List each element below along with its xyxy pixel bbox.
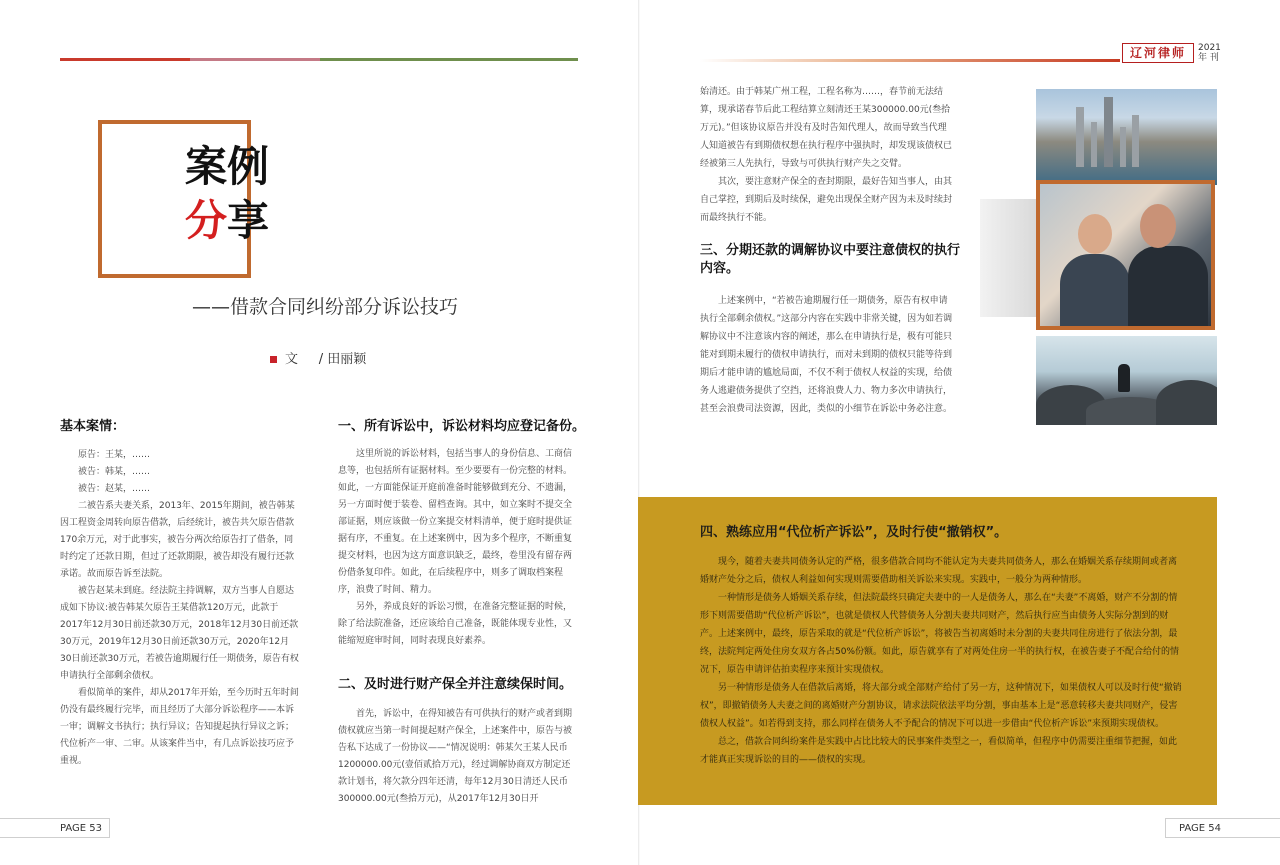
section1-column bbox=[338, 446, 578, 650]
paragraph: 另外，养成良好的诉讼习惯，在准备完整证据的时候，除了给法院准备，还应该给自己准备，既能体现专业性，又能缩短庭审时间，同时表现良好素养。 bbox=[338, 602, 573, 646]
seaside-rocks-photo bbox=[1036, 336, 1217, 425]
title-char: 例 bbox=[227, 142, 270, 191]
section3-column bbox=[700, 292, 955, 418]
section4-heading: 四、熟练应用“代位析产诉讼”，及时行使“撤销权”。 bbox=[700, 525, 1008, 540]
paragraph: 一种情形是债务人婚姻关系存续，但法院最终只确定夫妻中的一人是债务人，那么在“夫妻”不离婚，财产不分割的情形下则需要借助“代位析产诉讼”，也就是债权人代替债务人分割夫妻共同财产，然后执行应当由债务人实际分割到的财产。上述案例中，最终，原告采取的就是“代位析产诉讼”，将被告当初离婚时未分割的夫妻共同住房进行了依法分割，最终，法院判定两处住房女双方各占50%份额。如此，原告就享有了对两处住房一半的执行权，在被告妻子不配合给付的情况下，原告申请评估拍卖程序来预计实现债权。 bbox=[700, 593, 1180, 675]
basic-facts-column bbox=[60, 447, 300, 770]
top-rule-green bbox=[320, 58, 578, 61]
article-subtitle: ——借款合同纠纷部分诉讼技巧 bbox=[192, 296, 459, 318]
year-label: 年 刊 bbox=[1198, 53, 1219, 63]
office-window-photo bbox=[980, 199, 1040, 317]
paragraph: 总之，借款合同纠纷案件是实践中占比比较大的民事案件类型之一，看似简单，但程序中仍需要注重细节把握，如此才能真正实现诉讼的目的——债权的实现。 bbox=[700, 737, 1178, 765]
top-rule-pink bbox=[190, 58, 320, 61]
page-number-right: PAGE 54 bbox=[1165, 818, 1280, 838]
section2-column bbox=[338, 706, 578, 808]
section4-body bbox=[700, 553, 1185, 769]
page-number-left: PAGE 53 bbox=[0, 818, 110, 838]
section3-heading: 三、分期还款的调解协议中要注意债权的执行内容。 bbox=[700, 243, 961, 276]
paragraph: 首先，诉讼中，在得知被告有可供执行的财产或者到期债权就应当第一时间提起财产保全，上述案件中，原告与被告私下达成了一份协议——“情况说明：韩某欠王某人民币1200000.00元(壹佰贰拾万元)，经过调解协商双方制定还款计划书，将欠款分四年还清，每年12月30日清还人民币300000.00元(叁拾万元)，从2017年12月30日开 bbox=[338, 709, 573, 804]
author-prefix: 文 bbox=[285, 352, 299, 367]
issue-year bbox=[1198, 43, 1221, 63]
author-line bbox=[270, 348, 366, 367]
paragraph: 始清还。由于韩某广州工程，工程名称为……，春节前无法结算，现承诺春节后此工程结算立刻清还王某300000.00元(叁拾万元)。”但该协议原告并没有及时告知代理人，故而导致当代理人知道被告有到期债权想在执行程序中强执时，却发现该债权已经被第三人先执行，导致与可供执行财产失之交臂。 bbox=[700, 87, 953, 169]
paragraph: 被告：韩某，…… bbox=[78, 467, 151, 477]
paragraph: 现今，随着夫妻共同债务认定的严格，很多借款合同均不能认定为夫妻共同债务人，那么在婚姻关系存续期间或者离婚财产处分之后，债权人利益如何实现则需要借助相关诉讼来实现。实践中，一般分为两种情形。 bbox=[700, 557, 1178, 585]
city-coast-photo bbox=[1036, 89, 1217, 185]
magazine-logo: 辽河律师 bbox=[1122, 43, 1194, 63]
section2-heading: 二、及时进行财产保全并注意续保时间。 bbox=[338, 677, 573, 692]
paragraph: 看似简单的案件，却从2017年开始，至今历时五年时间仍没有最终履行完毕，而且经历了大部分诉讼程序——本诉一审；调解文书执行；执行异议；告知提起执行异议之诉；代位析产一审、二审。从该案件当中，有几点诉讼技巧应予重视。 bbox=[60, 688, 299, 766]
year-number: 2021 bbox=[1198, 43, 1221, 53]
title-char: 案 bbox=[185, 142, 228, 191]
title-char: 分 bbox=[185, 196, 228, 245]
paragraph: 这里所说的诉讼材料，包括当事人的身份信息、工商信息等，也包括所有证据材料。至少要要有一份完整的材料。如此，一方面能保证开庭前准备时能够做到充分、不遗漏，另一方面时便于装卷、留档查询。其中，如立案时不提交全部证据，则应该做一份立案提交材料清单，便于庭时提供证据有序，不重复。在上述案例中，因为多个程序，不断重复提交材料，也因为这方面意识缺乏，最终，卷里没有留存两份借条复印件。如此，在后续程序中，则多了调取档案程序，浪费了时间、精力。 bbox=[338, 449, 573, 595]
paragraph: 被告：赵某，…… bbox=[78, 484, 151, 494]
case-title bbox=[185, 140, 269, 248]
paragraph: 另一种情形是债务人在借款后离婚，将大部分或全部财产给付了另一方，这种情况下，如果债权人可以及时行使“撤销权”，即撤销债务人夫妻之间的离婚财产分割协议，请求法院依法平均分割，事由基本上是“恶意转移夫妻共同财产，侵害债权人权益”。如若得到支持，那么同样在债务人不予配合的情况下可以进一步借由“代位析产诉讼”来预期实现债权。 bbox=[700, 683, 1182, 729]
author-name: / 田丽颖 bbox=[318, 352, 367, 367]
paragraph: 原告：王某，…… bbox=[78, 450, 151, 460]
bullet-square-icon bbox=[270, 356, 277, 363]
paragraph: 上述案例中，“若被告逾期履行任一期债务，原告有权申请执行全部剩余债权。”这部分内容在实践中非常关键，因为如若调解协议中不注意该内容的阐述，那么在申请执行是，极有可能只能对到期未履行的债权申请执行，而对未到期的债权只能等待到期后才能申请的尴尬局面，不仅不利于债权人权益的实现，给债务人逃避债务提供了空挡，还将浪费人力、物力多次申请执行，甚至会浪费司法资源，因此，类似的小细节在诉讼中务必注意。 bbox=[700, 296, 953, 414]
paragraph: 被告赵某未到庭。经法院主持调解，双方当事人自愿达成如下协议:被告韩某欠原告王某借款120万元，此款于2017年12月30日前还款30万元，2018年12月30日前还款30万元，2019年12月30日前还款30万元，2020年12月30日前还款30万元，若被告逾期履行任一期债务，原告有权申请执行全部剩余债权。 bbox=[60, 586, 299, 681]
title-char: 享 bbox=[227, 196, 270, 245]
basic-facts-heading: 基本案情： bbox=[60, 419, 126, 434]
paragraph: 二被告系夫妻关系，2013年、2015年期间，被告韩某因工程资金周转向原告借款，后经统计，被告共欠原告借款170余万元，对于此事实，被告分两次给原告打了借条，同时约定了还款日期，但过了还款期限，被告却没有履行还款承诺。故而原告诉至法院。 bbox=[60, 501, 295, 579]
section1-heading: 一、所有诉讼中，诉讼材料均应登记备份。 bbox=[338, 419, 586, 434]
top-rule-gradient bbox=[700, 59, 1120, 62]
businessmen-photo bbox=[1040, 184, 1211, 326]
top-rule-red bbox=[60, 58, 190, 61]
section2-continued bbox=[700, 83, 955, 227]
paragraph: 其次，要注意财产保全的查封期限，最好告知当事人，由其自己掌控，到期后及时续保，避免出现保全财产因为未及时续封而最终执行不能。 bbox=[700, 177, 953, 223]
